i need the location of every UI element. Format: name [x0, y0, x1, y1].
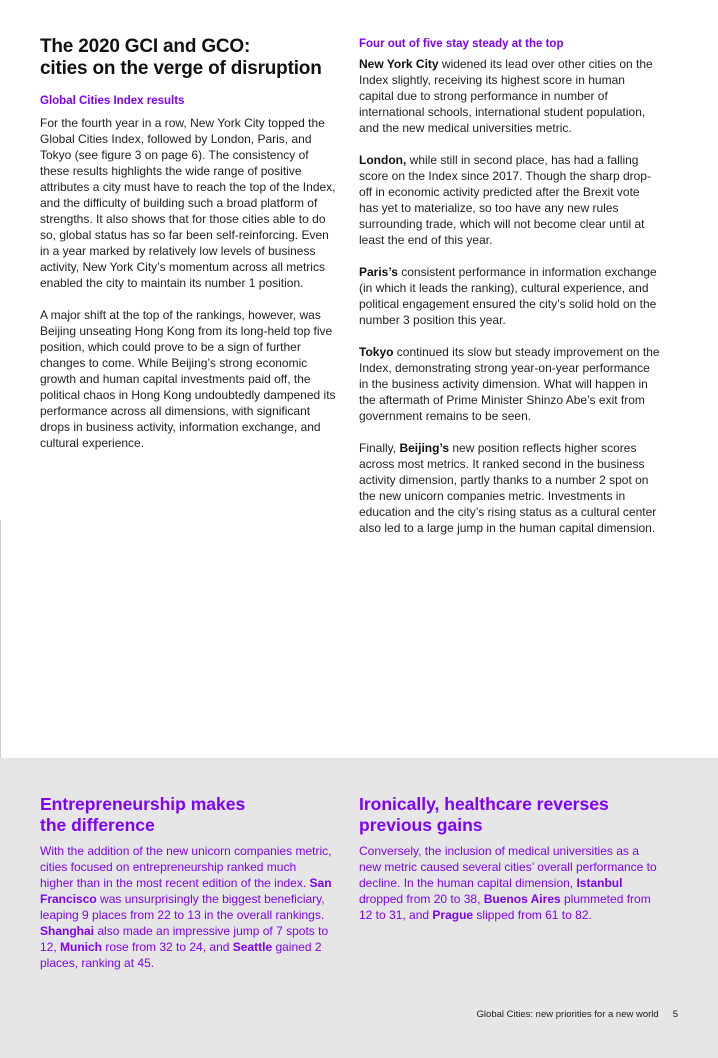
- beijing-prefix: Finally,: [359, 441, 400, 455]
- page-title-line2: cities on the verge of disruption: [40, 58, 322, 79]
- entrepreneurship-section: [40, 794, 332, 971]
- page-title: [40, 36, 340, 80]
- new-york-label: New York City: [359, 57, 439, 71]
- tokyo-paragraph: [359, 344, 661, 424]
- entrepreneurship-text-part: was unsurprisingly the biggest beneficiary, leaping 9 places from 22 to 13 in the overall rankings.: [40, 892, 325, 922]
- beijing-paragraph: [359, 440, 661, 536]
- san-francisco-label: San Francisco: [40, 876, 332, 906]
- buenos-aires-label: Buenos Aires: [483, 892, 561, 906]
- entrepreneurship-text: [40, 843, 332, 971]
- tokyo-label: Tokyo: [359, 345, 394, 359]
- healthcare-heading: [359, 794, 659, 836]
- healthcare-text: [359, 843, 659, 923]
- london-label: London,: [359, 153, 407, 167]
- paris-text: consistent performance in information exchange (in which it leads the ranking), cultural experience, and political engagement ensured the city’s solid hold on the number 3 position this year.: [359, 265, 657, 327]
- page-number: 5: [672, 1009, 678, 1020]
- shanghai-label: Shanghai: [40, 924, 95, 938]
- new-york-paragraph: [359, 56, 661, 136]
- london-text: while still in second place, has had a falling score on the Index since 2017. Though the sharp drop-off in economic activity predicted after the Brexit vote has yet to materialize, so too have any new rules surrounding trade, which will not become clear until at least the end of this year.: [359, 153, 651, 247]
- page-title-line1: The 2020 GCI and GCO:: [40, 36, 251, 57]
- entrepreneurship-text-part: gained 2 places, ranking at 45.: [40, 940, 322, 970]
- entrepreneurship-text-part: also made an impressive jump of 7 spots to 12,: [40, 924, 329, 954]
- beijing-label: Beijing’s: [399, 441, 450, 455]
- right-column: [359, 36, 661, 536]
- left-column: [40, 36, 340, 451]
- munich-label: Munich: [60, 940, 103, 954]
- entrepreneurship-heading-line2: the difference: [40, 815, 155, 835]
- paris-label: Paris’s: [359, 265, 398, 279]
- healthcare-section: [359, 794, 659, 923]
- healthcare-text-part: dropped from 20 to 38,: [359, 892, 484, 906]
- prague-label: Prague: [432, 908, 474, 922]
- gci-results-subheading: Global Cities Index results: [40, 95, 185, 107]
- page-footer: [477, 1009, 678, 1020]
- istanbul-label: Istanbul: [576, 876, 623, 890]
- gci-results-paragraph-2: A major shift at the top of the rankings, however, was Beijing unseating Hong Kong from its long-held top five position, which could prove to be a sign of further changes to come. While Beijing’s strong economic growth and human capital investments paid off, the political chaos in Hong Kong undoubtedly dampened its performance across all dimensions, with significant drops in business activity, information exchange, and cultural experience.: [40, 308, 336, 450]
- entrepreneurship-text-part: With the addition of the new unicorn companies metric, cities focused on entrepreneurship ranked much higher than in the most recent edition of the index.: [40, 844, 332, 890]
- healthcare-heading-line1: Ironically, healthcare reverses: [359, 794, 609, 814]
- entrepreneurship-text-part: rose from 32 to 24, and: [102, 940, 233, 954]
- top-five-subheading: Four out of five stay steady at the top: [359, 38, 564, 50]
- page-edge-divider: [0, 520, 1, 758]
- entrepreneurship-heading: [40, 794, 332, 836]
- london-paragraph: [359, 152, 661, 248]
- healthcare-heading-line2: previous gains: [359, 815, 483, 835]
- beijing-text: new position reflects higher scores across most metrics. It ranked second in the business activity dimension, partly thanks to a number 2 spot on the new unicorn companies metric. Investments in education and the city’s rising status as a cultural center also led to a large jump in the human capital dimension.: [359, 441, 657, 535]
- new-york-text: widened its lead over other cities on the Index slightly, receiving its highest score in human capital due to strong performance in number of international schools, international student population, and the new medical universities metric.: [359, 57, 653, 135]
- tokyo-text: continued its slow but steady improvement on the Index, demonstrating strong year-on-year performance in the business activity dimension. What will happen in the aftermath of Prime Minister Shinzo Abe’s exit from government remains to be seen.: [359, 345, 660, 423]
- healthcare-text-part: plummeted from 12 to 31, and: [359, 892, 651, 922]
- seattle-label: Seattle: [232, 940, 273, 954]
- healthcare-text-part: slipped from 61 to 82.: [473, 908, 592, 922]
- gci-results-paragraph-1: For the fourth year in a row, New York City topped the Global Cities Index, followed by London, Paris, and Tokyo (see figure 3 on page 6). The consistency of these results highlights the wide range of positive attributes a city must have to reach the top of the Index, and the difficulty of building such a broad platform of strengths. It also shows that for those cities able to do so, global status has so far been self-reinforcing. Even in a year marked by relatively low levels of business activity, New York City’s momentum across all metrics enabled the city to maintain its number 1 position.: [40, 116, 336, 290]
- healthcare-text-part: Conversely, the inclusion of medical universities as a new metric caused several cities’ overall performance to decline. In the human capital dimension,: [359, 844, 657, 890]
- footer-title: Global Cities: new priorities for a new world: [476, 1009, 659, 1020]
- paris-paragraph: [359, 264, 661, 328]
- entrepreneurship-heading-line1: Entrepreneurship makes: [40, 794, 246, 814]
